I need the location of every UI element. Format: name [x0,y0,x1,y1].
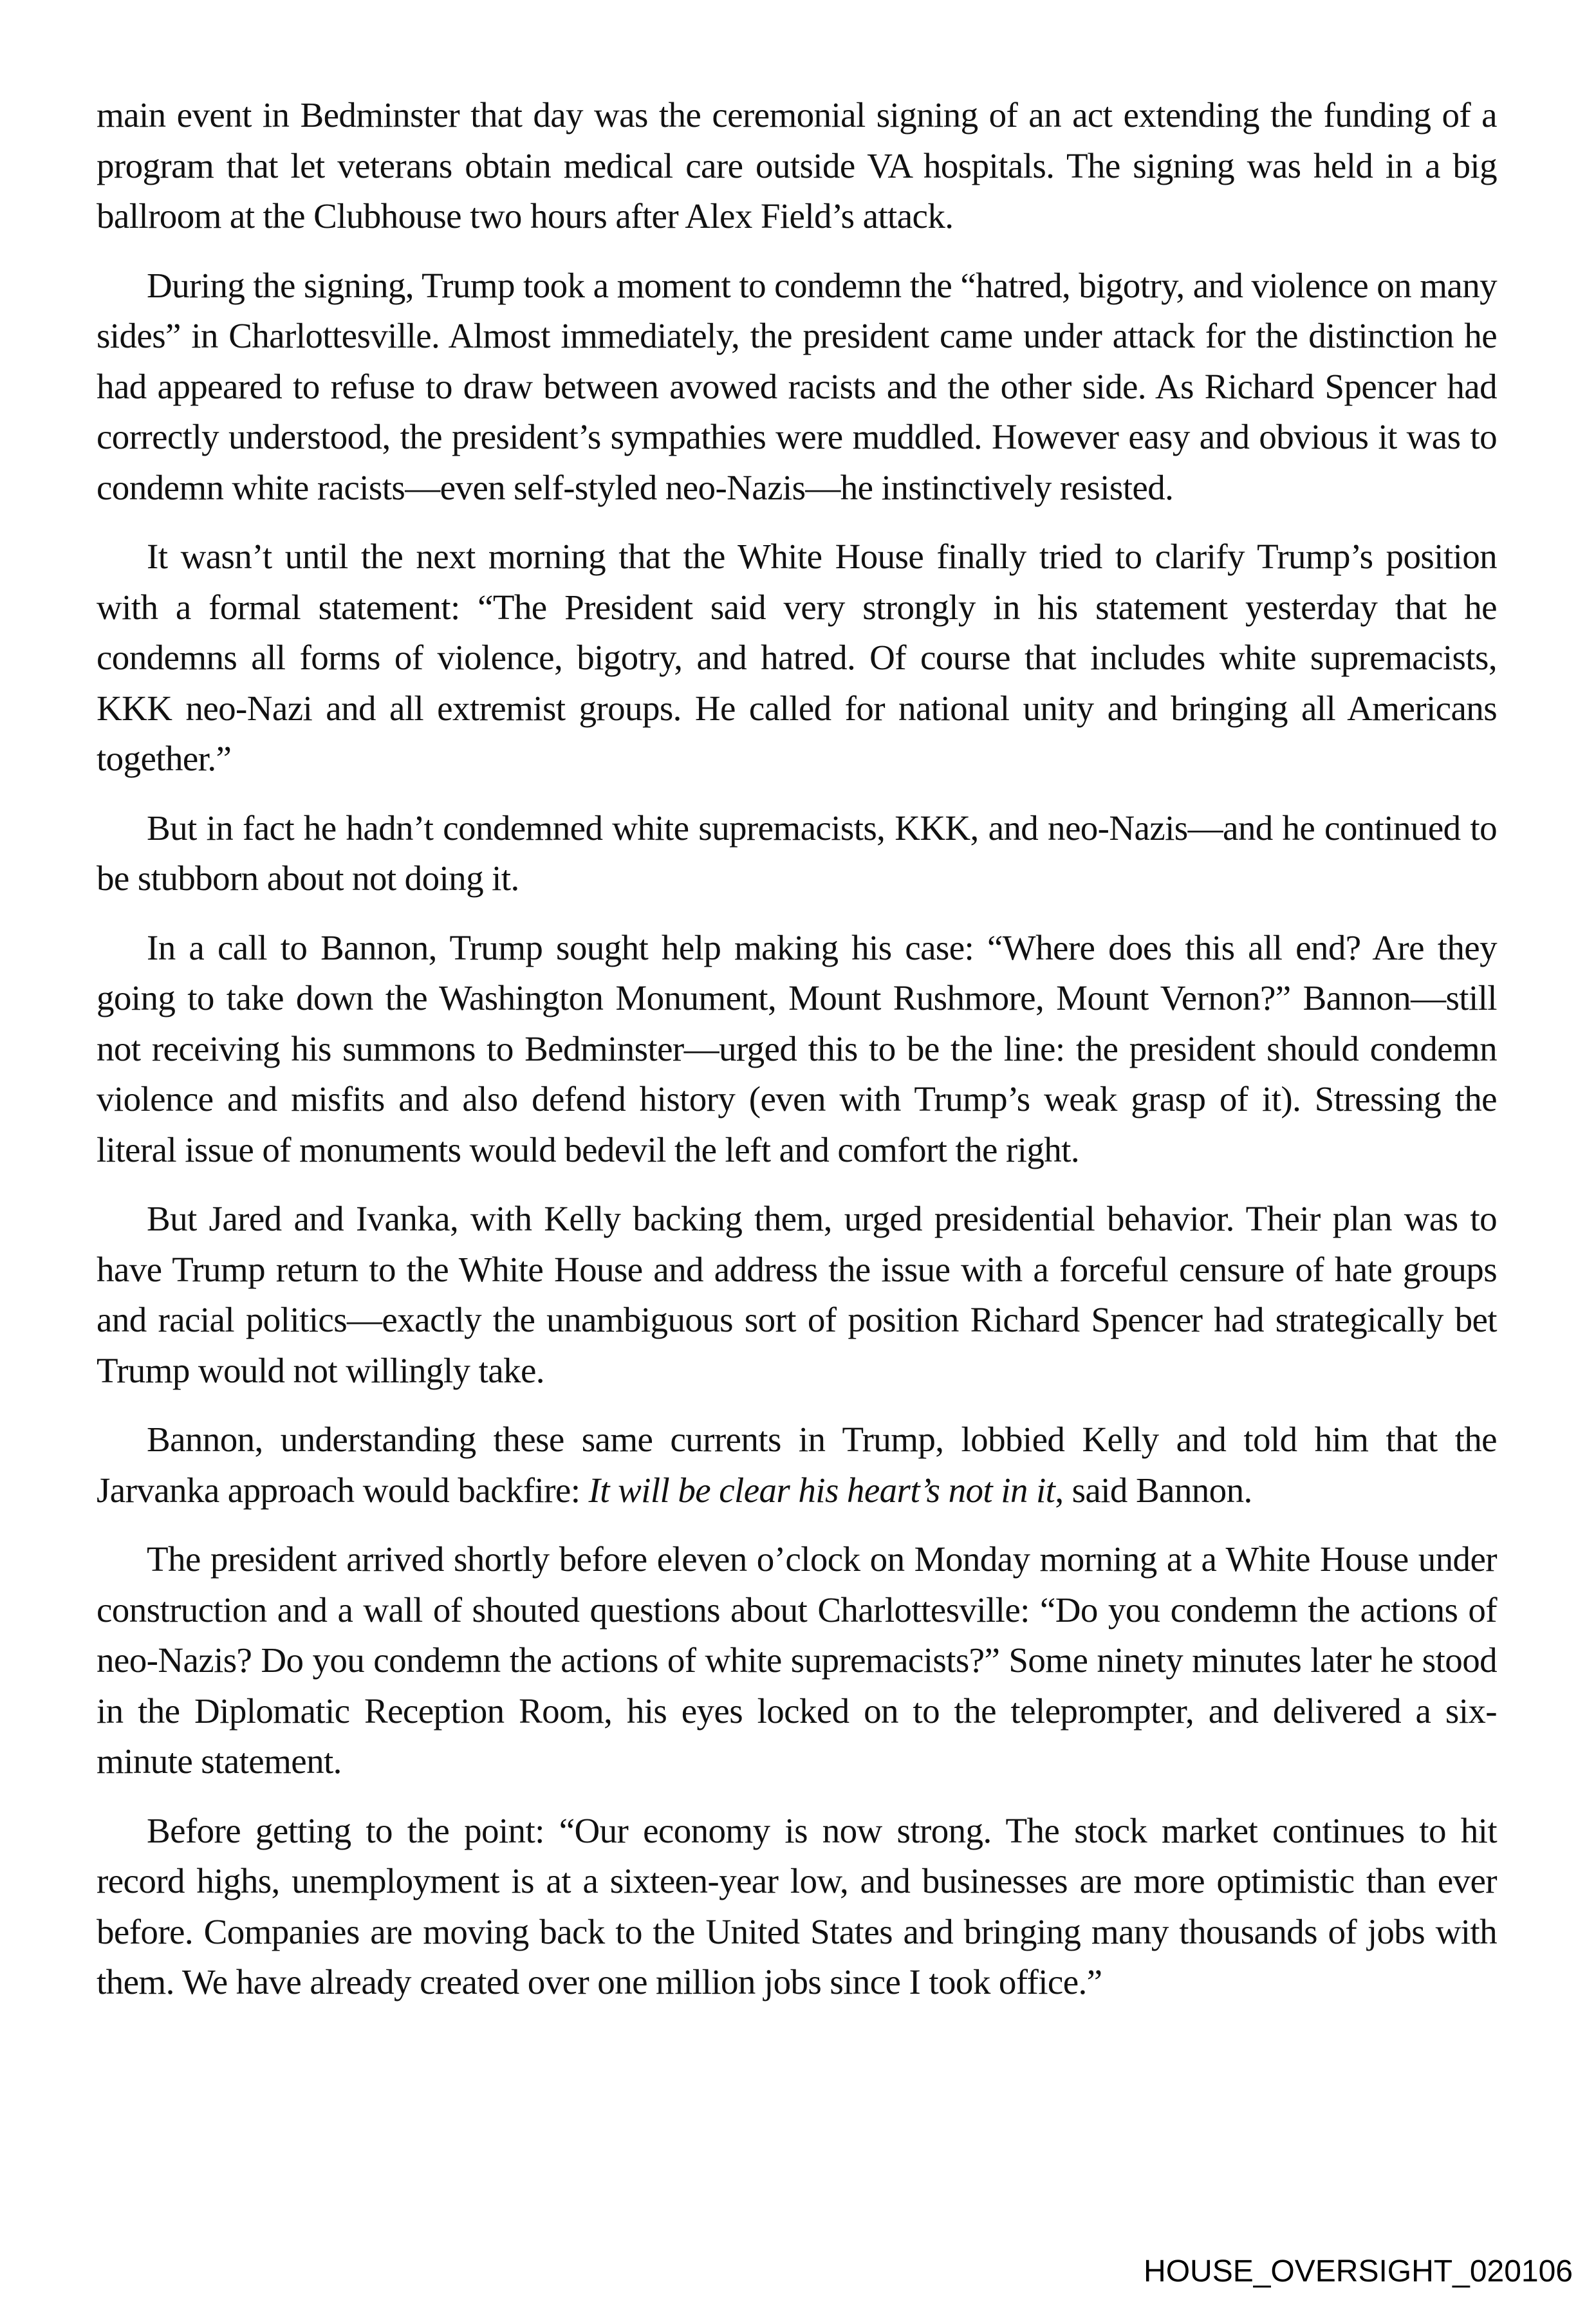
paragraph-7-text-before: Bannon, understanding these same currents in Trump, lobbied Kelly and told him that the Jarvanka approach would backfire: [97,1420,1497,1510]
paragraph-4: But in fact he hadn’t condemned white supremacists, KKK, and neo-Nazis—and he continued to be stubborn about not doing it. [97,808,1497,898]
bates-number: HOUSE_OVERSIGHT_020106 [1144,2254,1573,2288]
paragraph-3: It wasn’t until the next morning that the White House finally tried to clarify Trump’s position with a formal statement: “The President said very strongly in his statement yesterday that he condemns all forms of violence, bigotry, and hatred. Of course that includes white supremacists, KKK neo-Nazi and all extremist groups. He called for national unity and bringing all Americans together.” [97,537,1497,778]
paragraph-9: Before getting to the point: “Our economy is now strong. The stock market continues to hit record highs, unemployment is at a sixteen-year low, and businesses are more optimistic than ever before. Companies are moving back to the United States and bringing many thousands of jobs with them. We have already created over one million jobs since I took office.” [97,1810,1497,2001]
paragraph-7-italic-quote: It will be clear his heart’s not in it [588,1470,1055,1510]
document-body [97,90,1497,2027]
paragraph-2: During the signing, Trump took a moment to condemn the “hatred, bigotry, and violence on many sides” in Charlottesville. Almost immediately, the president came under attack for the distinction he had appeared to refuse to draw between avowed racists and the other side. As Richard Spencer had correctly understood, the president’s sympathies were muddled. However easy and obvious it was to condemn white racists—even self-styled neo-Nazis—he instinctively resisted. [97,265,1497,507]
paragraph-7-text-after: , said Bannon. [1055,1470,1252,1510]
paragraph-5: In a call to Bannon, Trump sought help making his case: “Where does this all end? Are they going to take down the Washington Monument, Mount Rushmore, Mount Vernon?” Bannon—still not receiving his summons to Bedminster—urged this to be the line: the president should condemn violence and misfits and also defend history (even with Trump’s weak grasp of it). Stressing the literal issue of monuments would bedevil the left and comfort the right. [97,927,1497,1169]
paragraph-6: But Jared and Ivanka, with Kelly backing them, urged presidential behavior. Their plan was to have Trump return to the White House and address the issue with a forceful censure of hate groups and racial politics—exactly the unambiguous sort of position Richard Spencer had strategically bet Trump would not willingly take. [97,1199,1497,1390]
paragraph-1: main event in Bedminster that day was the ceremonial signing of an act extending the funding of a program that let veterans obtain medical care outside VA hospitals. The signing was held in a big ballroom at the Clubhouse two hours after Alex Field’s attack. [97,95,1497,236]
paragraph-7 [97,1415,1497,1516]
paragraph-8: The president arrived shortly before eleven o’clock on Monday morning at a White House under construction and a wall of shouted questions about Charlottesville: “Do you condemn the actions of neo-Nazis? Do you condemn the actions of white supremacists?” Some ninety minutes later he stood in the Diplomatic Reception Room, his eyes locked on to the teleprompter, and delivered a six-minute statement. [97,1539,1497,1781]
